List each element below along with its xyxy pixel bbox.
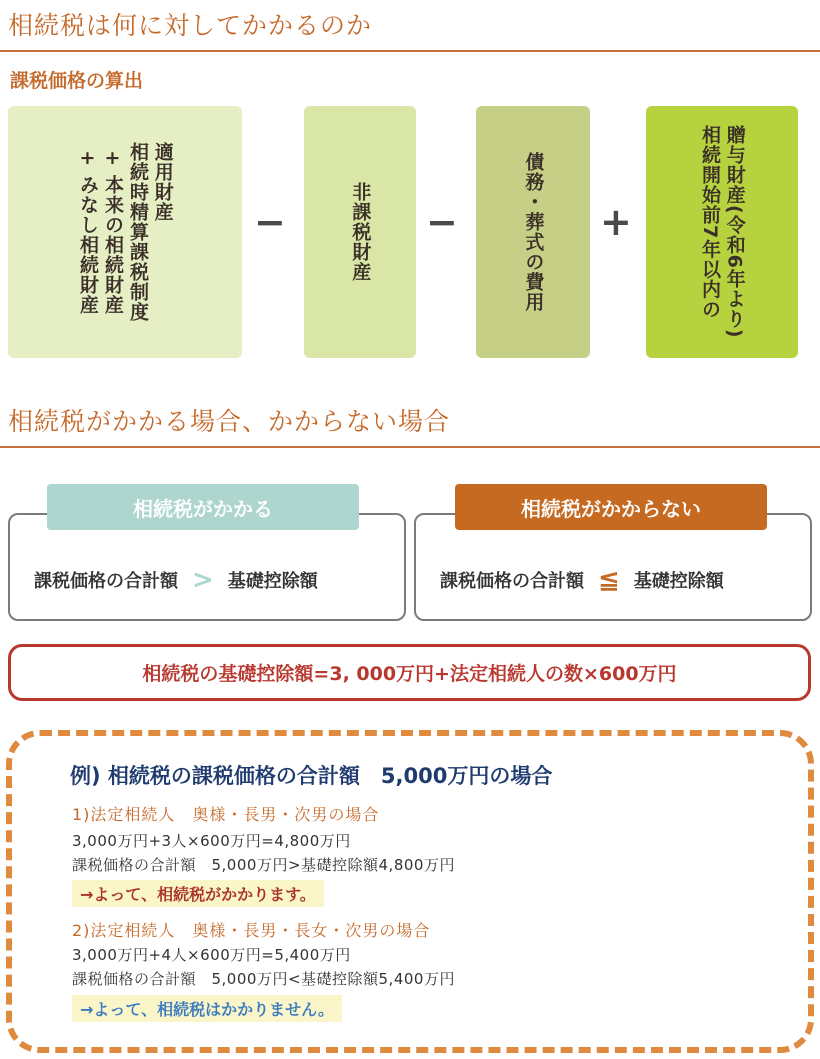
- not-taxed-left-label: 課税価格の合計額: [440, 571, 584, 592]
- case2-line1: 3,000万円+4人×600万円=5,400万円: [72, 946, 351, 964]
- box-gift-text: [697, 125, 746, 339]
- formula-text: 相続税の基礎控除額=3, 000万円+法定相続人の数×600万円: [142, 663, 677, 685]
- deemed-assets-label: みなし相続財産: [76, 174, 99, 315]
- debts-funeral-label: 債務・葬式の費用: [522, 152, 545, 312]
- example-prefix: 例): [70, 764, 101, 788]
- example-title-text: 相続税の課税価格の合計額 5,000万円の場合: [107, 764, 553, 788]
- basic-deduction-formula: [8, 644, 811, 701]
- box-debts: [476, 106, 590, 358]
- minus-operator-1: −: [254, 200, 286, 244]
- taxed-comparison: [34, 565, 318, 595]
- example-title: [70, 760, 552, 790]
- applied-assets-label: 適用財産: [151, 142, 174, 222]
- taxed-tab: 相続税がかかる: [47, 484, 359, 530]
- less-or-equal-symbol: ≦: [598, 565, 620, 595]
- section-divider: [0, 446, 820, 448]
- section-title-taxed-cases: 相続税がかかる場合、かからない場合: [8, 407, 451, 436]
- section-divider: [0, 50, 820, 52]
- section-title-what-taxed: 相続税は何に対してかかるのか: [8, 11, 373, 40]
- plus-sign: +: [79, 147, 97, 169]
- case2-conclusion: →よって、相続税はかかりません。: [72, 995, 342, 1022]
- box-nontaxable: [304, 106, 416, 358]
- gift-assets-label: 贈与財産(令和6年より): [723, 125, 746, 339]
- case1-heading: 1)法定相続人 奥様・長男・次男の場合: [72, 805, 380, 824]
- box-assets: [8, 106, 242, 358]
- taxed-left-label: 課税価格の合計額: [34, 571, 178, 592]
- calc-subtitle: 課税価格の算出: [10, 70, 144, 92]
- not-taxed-comparison: [440, 565, 724, 595]
- minus-operator-2: −: [426, 200, 458, 244]
- nontaxable-label: 非課税財産: [349, 182, 372, 282]
- box-assets-text: [75, 142, 174, 322]
- case1-line1: 3,000万円+3人×600万円=4,800万円: [72, 832, 351, 850]
- case1-line2: 課税価格の合計額 5,000万円>基礎控除額4,800万円: [72, 856, 455, 874]
- box-gift-assets: [646, 106, 798, 358]
- case2-heading: 2)法定相続人 奥様・長男・長女・次男の場合: [72, 921, 431, 940]
- case1-conclusion: →よって、相続税がかかります。: [72, 880, 324, 907]
- not-taxed-right-label: 基礎控除額: [633, 571, 724, 592]
- plus-operator: +: [600, 200, 632, 244]
- plus-sign: +: [104, 147, 122, 169]
- seven-years-label: 相続開始前7年以内の: [699, 125, 721, 320]
- not-taxed-tab: 相続税がかからない: [455, 484, 767, 530]
- greater-than-symbol: >: [192, 565, 214, 595]
- taxed-right-label: 基礎控除額: [227, 571, 318, 592]
- case2-line2: 課税価格の合計額 5,000万円<基礎控除額5,400万円: [72, 970, 455, 988]
- inherited-assets-label: 本来の相続財産: [102, 174, 124, 315]
- settlement-system-label: 相続時精算課税制度: [127, 142, 150, 322]
